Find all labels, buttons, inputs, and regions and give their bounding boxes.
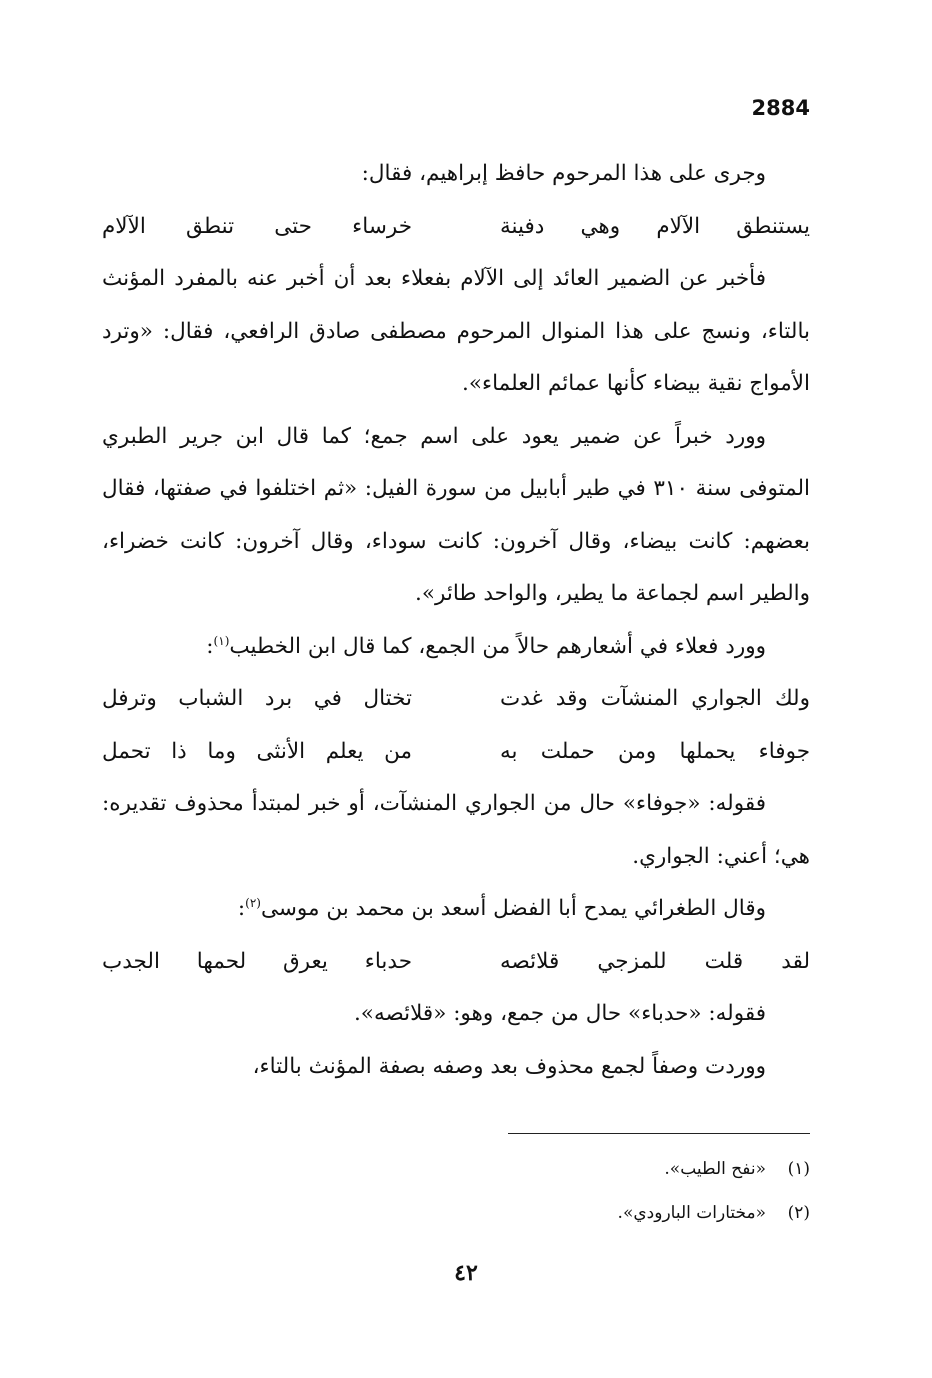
verse-line bbox=[102, 201, 810, 254]
footnote bbox=[102, 1147, 810, 1191]
page-number: 2884 bbox=[751, 96, 810, 120]
verse-line bbox=[102, 726, 810, 779]
verse-second-hemistich: حدباء يعرق لحمها الجدب bbox=[102, 948, 412, 974]
main-text bbox=[102, 148, 810, 1093]
footnote-ref: (٢) bbox=[245, 895, 261, 910]
footnote-text: «مختارات البارودي». bbox=[617, 1203, 766, 1223]
footnote-text: «نفح الطيب». bbox=[664, 1159, 766, 1179]
paragraph-text: وورد فعلاء في أشعارهم حالاً من الجمع، كما قال ابن الخطيب bbox=[229, 633, 766, 659]
footnotes bbox=[102, 1147, 810, 1235]
footnote-number: (١) bbox=[787, 1159, 810, 1179]
paragraph-text: وقال الطغرائي يمدح أبا الفضل أسعد بن محمد بن موسى bbox=[260, 896, 766, 921]
colon: : bbox=[237, 896, 246, 921]
paragraph bbox=[102, 883, 810, 936]
paragraph: وجرى على هذا المرحوم حافظ إبراهيم، فقال: bbox=[361, 161, 766, 186]
paragraph: ووردت وصفاً لجمع محذوف بعد وصفه بصفة المؤنث بالتاء، bbox=[252, 1053, 766, 1079]
verse-line bbox=[102, 936, 810, 989]
verse-line bbox=[102, 673, 810, 726]
verse-second-hemistich: تختال في برد الشباب وترفل bbox=[102, 686, 412, 711]
paragraph: وورد خبراً عن ضمير يعود على اسم جمع؛ كما قال ابن جرير الطبري المتوفى سنة ٣١٠ في طير أبابيل من سورة الفيل: «ثم اختلفوا في صفتها، فقال بعضهم: كانت بيضاء، وقال آخرون: كانت سوداء، وقال آخرون: كانت خضراء، والطير اسم لجماعة ما يطير، والواحد طائر». bbox=[102, 423, 810, 606]
folio-number: ٤٢ bbox=[454, 1260, 478, 1286]
verse-first-hemistich: لقد قلت للمزجي قلائصه bbox=[500, 948, 810, 974]
paragraph: فقوله: «جوفاء» حال من الجواري المنشآت، أو خبر لمبتدأ محذوف تقديره: هي؛ أعني: الجواري. bbox=[102, 791, 810, 869]
verse-first-hemistich: ولك الجواري المنشآت وقد غدت bbox=[500, 686, 810, 711]
paragraph bbox=[102, 621, 810, 674]
paragraph: فأخبر عن الضمير العائد إلى الآلام بفعلاء بعد أن أخبر عنه بالمفرد المؤنث بالتاء، ونسج على هذا المنوال المرحوم مصطفى صادق الرافعي، فقال: «وترد الأمواج نقية بيضاء كأنها عمائم العلماء». bbox=[102, 266, 810, 396]
footnote-ref: (١) bbox=[213, 633, 230, 648]
verse-second-hemistich: من يعلم الأنثى وما ذا تحمل bbox=[102, 738, 412, 764]
footnote bbox=[102, 1191, 810, 1235]
paragraph: فقوله: «حدباء» حال من جمع، وهو: «قلائصه». bbox=[353, 1001, 766, 1026]
footnote-number: (٢) bbox=[787, 1203, 810, 1223]
verse-first-hemistich: يستنطق الآلام وهي دفينة bbox=[500, 213, 810, 239]
verse-second-hemistich: خرساء حتى تنطق الآلام bbox=[102, 213, 412, 239]
footnote-separator bbox=[508, 1133, 810, 1134]
colon: : bbox=[206, 633, 214, 659]
verse-first-hemistich: جوفاء يحملها ومن حملت به bbox=[500, 738, 810, 764]
